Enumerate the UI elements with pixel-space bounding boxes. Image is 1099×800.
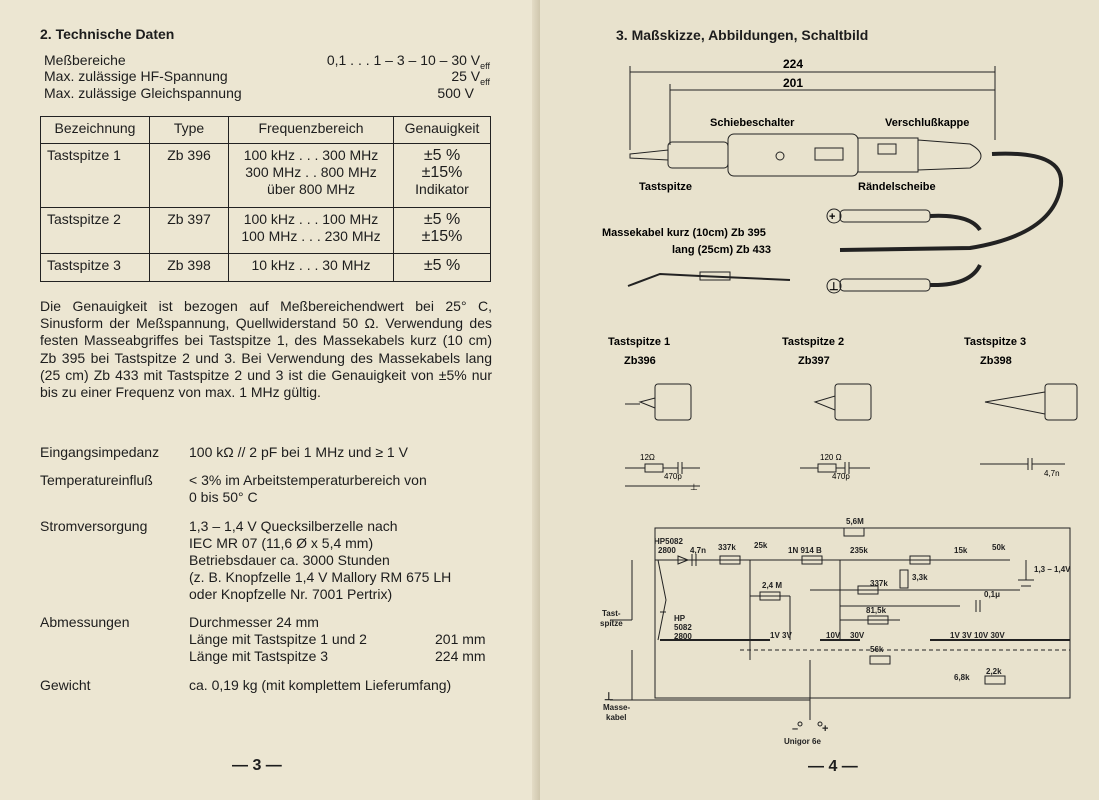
tip2-name: Tastspitze 2	[782, 336, 845, 348]
page-number: — 3 —	[232, 757, 282, 774]
sch-tastspitze2: spitze	[600, 619, 623, 628]
sch-r15k: 15k	[954, 546, 968, 555]
sch-r56k: 56k	[870, 645, 884, 654]
sch-c47n: 4,7n	[690, 546, 707, 555]
plus-sign: +	[829, 211, 836, 223]
probe-rear	[858, 138, 918, 172]
section-heading-massskizze: 3. Maßskizze, Abbildungen, Schaltbild	[616, 27, 869, 43]
probe-cable	[840, 154, 1061, 250]
sch-r337k: 337k	[718, 543, 736, 552]
sch-switch-10v: 10V	[826, 631, 841, 640]
spec-label: Max. zulässige Gleichspannung	[44, 85, 242, 101]
table-row	[41, 254, 491, 282]
sch-masse: Masse-	[603, 703, 631, 712]
sch-hp-mid: HP	[674, 614, 686, 623]
sch-plus: +	[822, 723, 829, 735]
sch-hp-top: HP5082	[654, 537, 683, 546]
page-number: — 4 —	[808, 758, 858, 775]
sch-ground-symbol: ⊥	[604, 691, 614, 703]
table-row	[41, 208, 491, 254]
sch-r22k: 2,2k	[986, 667, 1002, 676]
dim-224-label: 224	[783, 57, 804, 71]
sch-tastspitze: Tast-	[602, 609, 621, 618]
spec-value: 0,1 . . . 1 – 3 – 10 – 30 $V_{eff}$	[326, 52, 490, 71]
table-row	[41, 144, 491, 208]
probe-cap	[918, 140, 981, 170]
table-cell: Tastspitze 3	[41, 254, 150, 282]
probe-button	[776, 152, 784, 160]
cable-short-label: Massekabel kurz (10cm) Zb 395	[602, 227, 766, 239]
table-header: Frequenzbereich	[229, 117, 394, 144]
detail-value: 100 kΩ // 2 pF bei 1 MHz und ≥ 1 V	[189, 444, 408, 460]
ground-sign: ⊥	[829, 281, 839, 293]
detail-label: Stromversorgung	[40, 518, 148, 534]
sch-switch1: 1V 3V	[770, 631, 792, 640]
tip2-resistor: 120 Ω	[820, 453, 842, 462]
spec-label: Meßbereiche	[44, 52, 126, 68]
probe-tip-sleeve	[668, 142, 728, 168]
tip2-type: Zb397	[798, 355, 830, 367]
tip1-type: Zb396	[624, 355, 656, 367]
detail-label: Temperatureinfluß	[40, 472, 153, 488]
sch-unigor: Unigor 6e	[784, 737, 821, 746]
table-cell: ±5 % ±15%	[394, 208, 491, 254]
detail-label: Gewicht	[40, 677, 91, 693]
sch-r25k: 25k	[754, 541, 768, 550]
sch-hp-mid2: 5082	[674, 623, 692, 632]
tip1-resistor: 12Ω	[640, 453, 655, 462]
accuracy-table	[40, 116, 491, 282]
sch-r815k: 81,5k	[866, 606, 887, 615]
sch-r235k: 235k	[850, 546, 868, 555]
detail-label: Eingangsimpedanz	[40, 444, 160, 460]
section-heading-technische-daten: 2. Technische Daten	[40, 26, 175, 42]
table-cell: ±5 % ±15% Indikator	[394, 144, 491, 208]
sch-switch-30v: 30V	[850, 631, 865, 640]
slider-label: Schiebeschalter	[710, 117, 795, 129]
ground-plug	[840, 279, 930, 291]
tip3-type: Zb398	[980, 355, 1012, 367]
table-cell: Zb 397	[150, 208, 229, 254]
probe-tip-needle	[630, 150, 668, 160]
detail-value: ca. 0,19 kg (mit komplettem Lieferumfang)	[189, 677, 452, 693]
detail-label: Abmessungen	[40, 614, 130, 630]
sch-c01: 0,1μ	[984, 590, 1001, 599]
table-cell: Tastspitze 2	[41, 208, 150, 254]
table-header: Bezeichnung	[41, 117, 150, 144]
sch-switch2: 1V 3V 10V 30V	[950, 631, 1005, 640]
left-page	[0, 0, 540, 800]
table-cell: ±5 %	[394, 254, 491, 282]
sch-battery: 1,3 – 1,4V	[1034, 565, 1071, 574]
tip-2-drawing	[815, 384, 871, 420]
probe-drawing	[540, 0, 1099, 800]
ground-clip	[628, 274, 700, 286]
tip2-capacitor: 470p	[832, 472, 850, 481]
spec-label: Max. zulässige HF-Spannung	[44, 68, 228, 84]
table-cell: Zb 396	[150, 144, 229, 208]
right-page	[540, 0, 1099, 800]
accuracy-note-paragraph: Die Genauigkeit ist bezogen auf Meßbereichendwert bei 25° C, Sinusform der Meßspannung, Quellwiderstand 50 Ω. Verwendung des festen Masseabgriffes bei Tastspitze 1, des Massekabels kurz (10 cm) Zb 395 bei Tastspitze 2 und 3. Bei Verwendung des Massekabels lang (25 cm) Zb 433 mit Tastspitze 2 und 3 ist die Genauigkeit von ±5% nur bis zu einer Frequenz von max. 1 MHz gültig.	[40, 298, 492, 401]
tip3-capacitor: 4,7n	[1044, 469, 1060, 478]
probe-body	[728, 134, 858, 176]
detail-value: Durchmesser 24 mm Länge mit Tastspitze 1 und 2 201 mm Länge mit Tastspitze 3 224 mm	[189, 614, 486, 664]
table-header-row	[41, 117, 491, 144]
tip1-capacitor: 470p	[664, 472, 682, 481]
table-cell: 100 kHz . . . 100 MHz 100 MHz . . . 230 MHz	[229, 208, 394, 254]
sch-hp-mid3: 2800	[674, 632, 692, 641]
sch-r56m: 5,6M	[846, 517, 864, 526]
sch-r68k: 6,8k	[954, 673, 970, 682]
cap-label: Verschlußkappe	[885, 117, 970, 129]
tip-3-drawing	[985, 384, 1077, 420]
sch-1n914: 1N 914 B	[788, 546, 822, 555]
tip-1-drawing	[625, 384, 691, 420]
tip-label: Tastspitze	[639, 181, 692, 193]
sch-r50k: 50k	[992, 543, 1006, 552]
detail-value: < 3% im Arbeitstemperaturbereich von 0 bis 50° C	[189, 472, 427, 505]
wheel-label: Rändelscheibe	[858, 181, 936, 193]
sch-hp-top2: 2800	[658, 546, 676, 555]
detail-value: 1,3 – 1,4 V Quecksilberzelle nach IEC MR 07 (11,6 Ø x 5,4 mm) Betriebsdauer ca. 3000 Stunden (z. B. Knopfzelle 1,4 V Mallory RM 675 LH oder Knopfzelle Nr. 7001 Pertrix)	[189, 518, 452, 602]
sch-r24m: 2,4 M	[762, 581, 783, 590]
table-cell: Tastspitze 1	[41, 144, 150, 208]
table-cell: Zb 398	[150, 254, 229, 282]
spec-value: 500 V	[437, 85, 474, 101]
sch-minus: –	[792, 723, 799, 735]
sch-r33k: 3,3k	[912, 573, 928, 582]
plus-plug	[840, 210, 930, 222]
sch-r337k2: 337k	[870, 579, 888, 588]
cable-long-label: lang (25cm) Zb 433	[672, 244, 772, 256]
table-cell: 10 kHz . . . 30 MHz	[229, 254, 394, 282]
tip3-name: Tastspitze 3	[964, 336, 1027, 348]
sch-masse2: kabel	[606, 713, 627, 722]
tip1-name: Tastspitze 1	[608, 336, 671, 348]
tip1-ground: ⊥	[690, 482, 698, 492]
table-header: Type	[150, 117, 229, 144]
table-cell: 100 kHz . . . 300 MHz 300 MHz . . 800 MHz über 800 MHz	[229, 144, 394, 208]
dim-201-label: 201	[783, 76, 804, 90]
tip-1-circuit	[625, 462, 700, 474]
table-header: Genauigkeit	[394, 117, 491, 144]
spec-value: 25 $V_{eff}$	[451, 68, 490, 87]
